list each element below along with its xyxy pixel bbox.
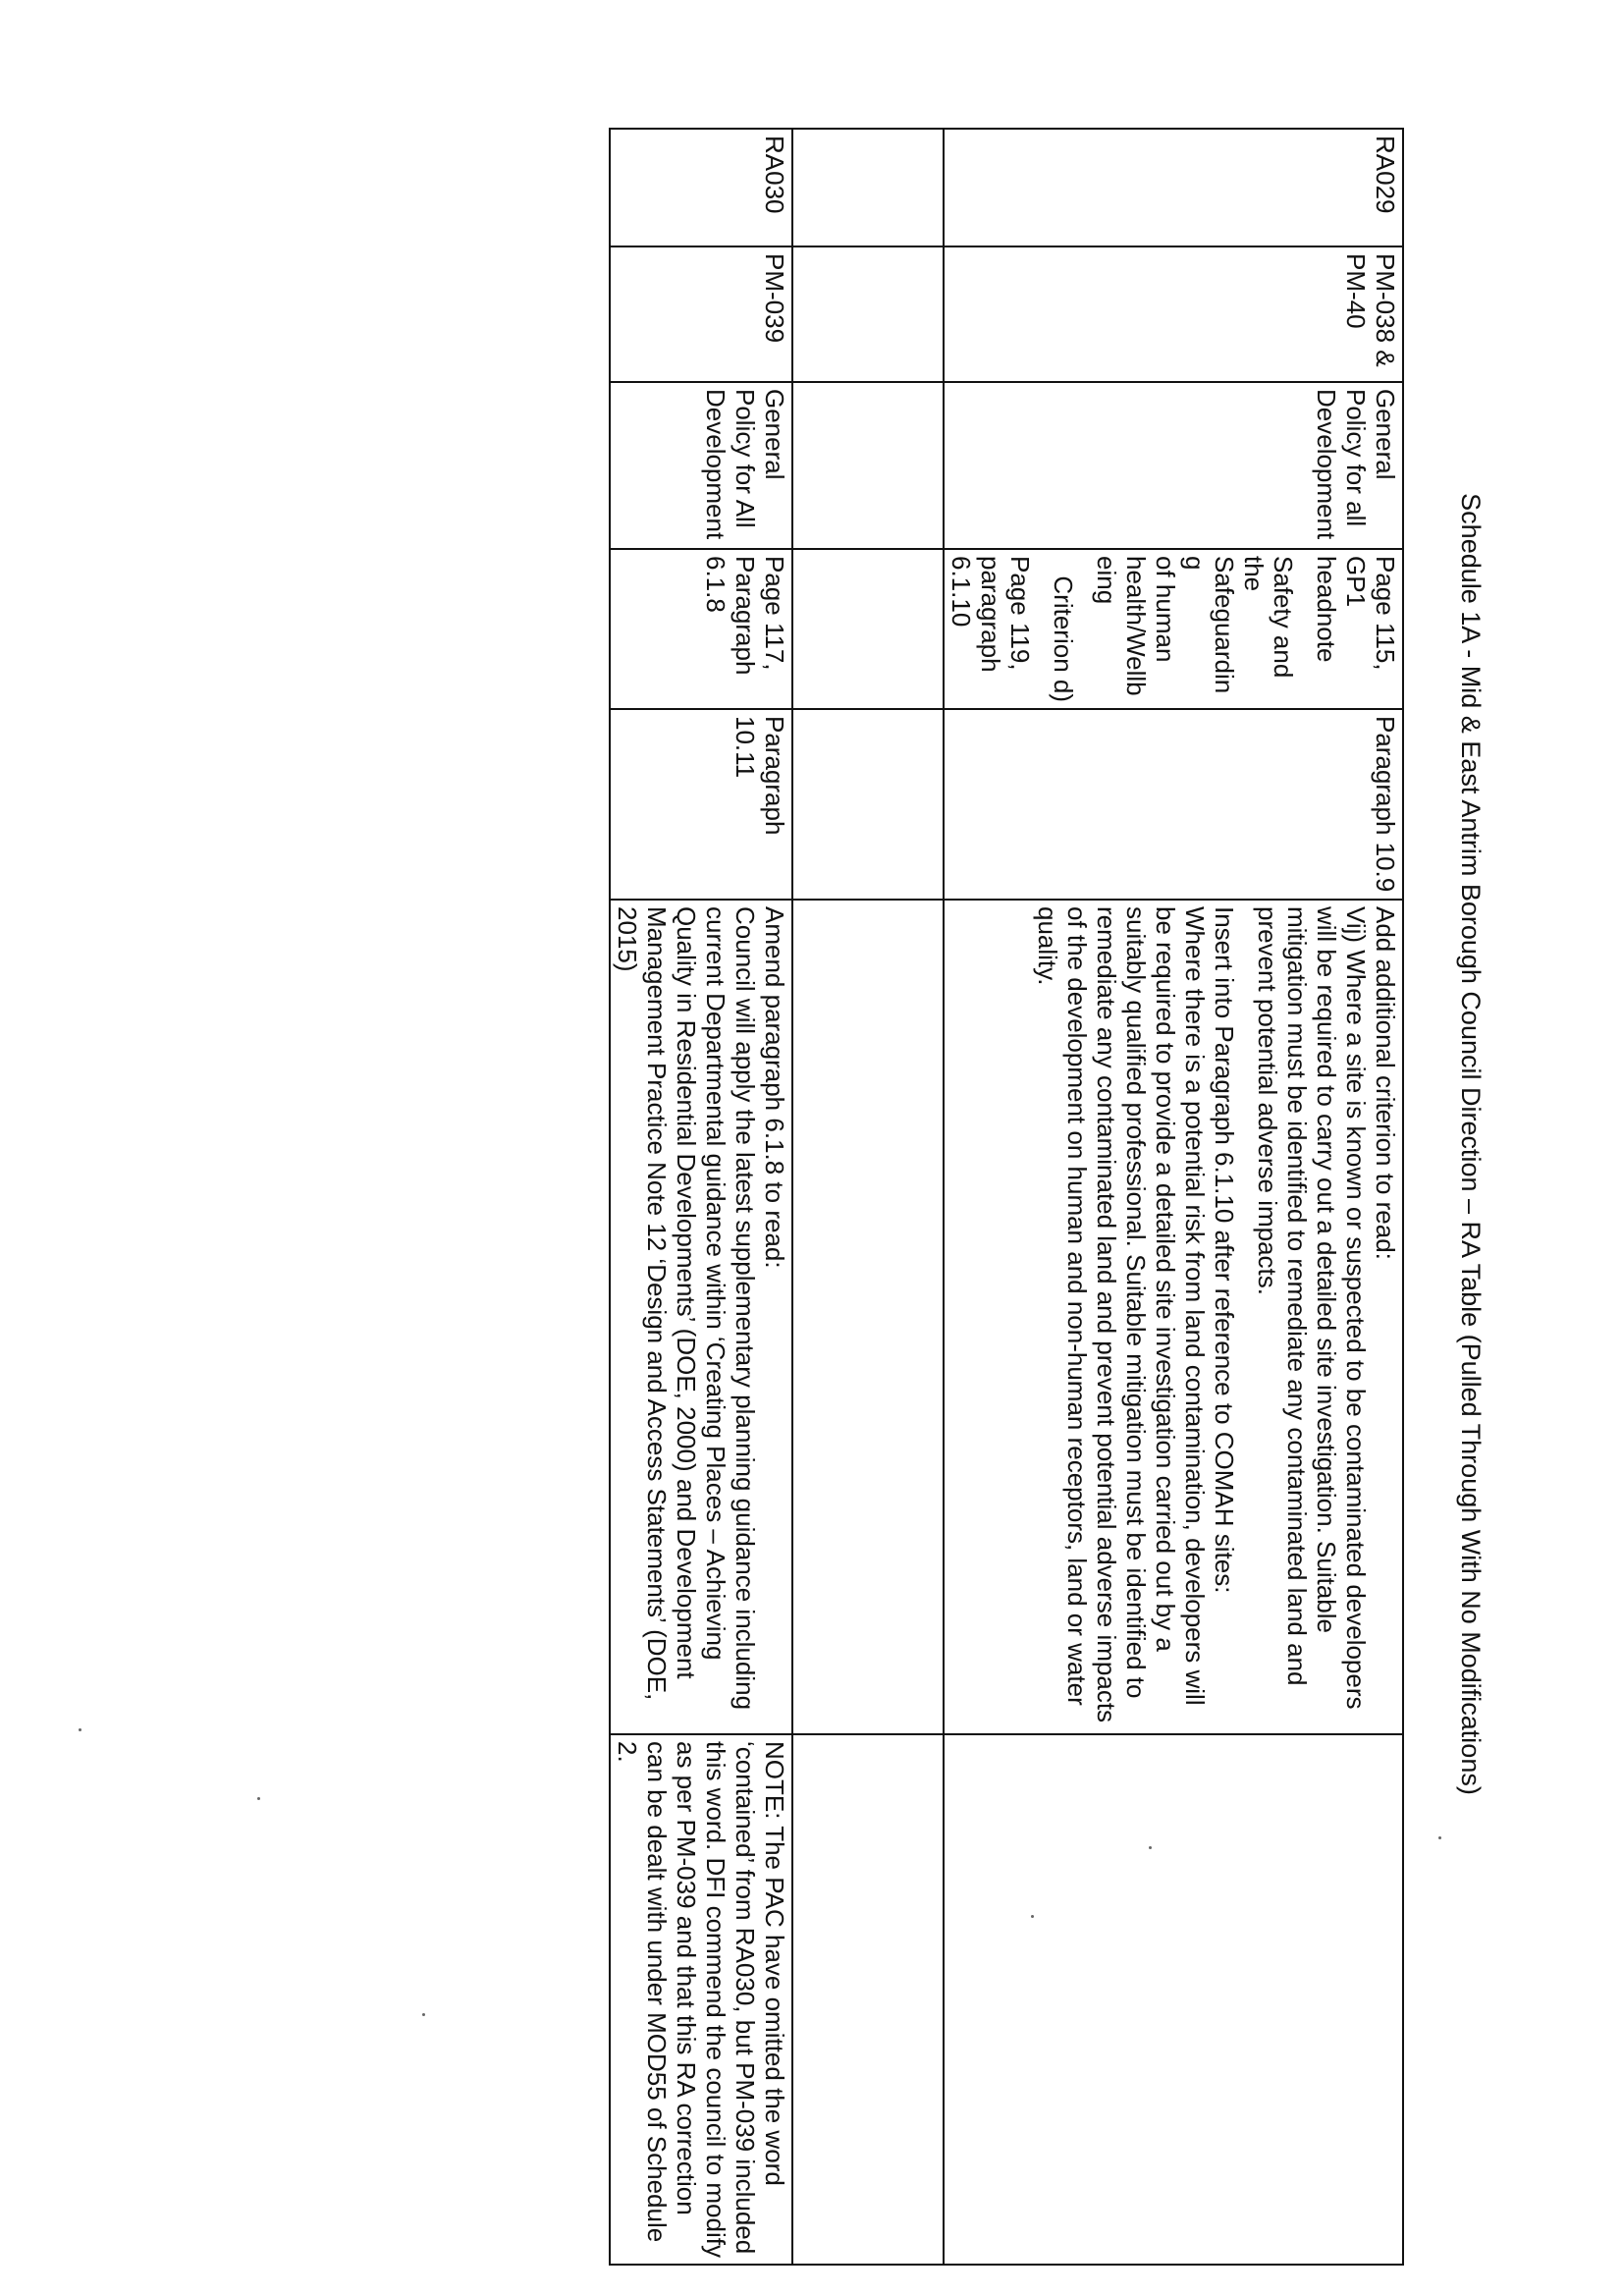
empty-cell — [792, 129, 944, 246]
page-title: Schedule 1A - Mid & East Antrim Borough Council Direction – RA Table (Pulled Through With No Modifications) — [1456, 493, 1486, 1795]
scan-speck — [422, 2013, 425, 2016]
location-line: Safety and the Safeguarding of human health/Wellb eing — [1092, 556, 1298, 696]
scan-speck — [1438, 1836, 1441, 1839]
policy-cell: General Policy for All Development — [610, 382, 792, 549]
scan-speck — [1031, 1915, 1034, 1918]
change-text: Council will apply the latest supplementary planning guidance including current Departmental guidance within ‘Creating Places – Achieving Quality in Residential Developments’ (DOE, 2000) and Development Management Practice Note 12 ‘Design and Access Statements’ (DOE, 2015) — [613, 906, 760, 1711]
scan-speck — [79, 1728, 81, 1731]
change-criterion: Vij) Where a site is known or suspected to be contaminated developers will be required to carry out a detailed site investigation. Suitable mitigation must be identified to remediate any contaminated land and prevent potential adverse impacts. — [1253, 906, 1371, 1710]
table-row — [792, 129, 944, 2265]
table-row — [944, 129, 1403, 2265]
location-line: Page 119, paragraph 6.1.10 — [947, 556, 1035, 673]
empty-cell — [792, 709, 944, 900]
policy-cell: General Policy for all Development — [944, 382, 1403, 549]
empty-cell — [792, 1734, 944, 2265]
scan-speck — [1149, 1846, 1152, 1849]
change-cell — [610, 900, 792, 1734]
change-cell — [944, 900, 1403, 1734]
paragraph-cell: Paragraph 10.9 — [944, 709, 1403, 900]
empty-cell — [792, 246, 944, 382]
location-cell: Page 117, Paragraph 6.1.8 — [610, 549, 792, 709]
empty-cell — [792, 549, 944, 709]
note-cell: NOTE: The PAC have omitted the word ‘contained’ from RA030, but PM-039 included this word. DFI commend the council to modify as per PM-039 and that this RA correction can be dealt with under MOD55 of Schedule 2. — [610, 1734, 792, 2265]
empty-cell — [792, 900, 944, 1734]
location-line: Criterion d) — [1049, 575, 1078, 702]
change-insert-intro: Insert into Paragraph 6.1.10 after reference to COMAH sites: — [1210, 906, 1239, 1594]
change-insert-text: Where there is a potential risk from land contamination, developers will be required to provide a detailed site investigation carried out by a suitably qualified professional. Suitable mitigation must be identified to remediate any contaminated land and prevent potential adverse impacts of the development on human and non-human receptors, land or water quality. — [1033, 906, 1210, 1723]
pm-ref-cell: PM-039 — [610, 246, 792, 382]
ra-ref-cell: RA030 — [610, 129, 792, 246]
table-row — [610, 129, 792, 2265]
location-cell — [944, 549, 1403, 709]
change-intro: Amend paragraph 6.1.8 to read: — [760, 906, 789, 1269]
ra-table — [609, 128, 1404, 2266]
rotated-page — [410, 39, 1490, 2258]
paragraph-cell: Paragraph 10.11 — [610, 709, 792, 900]
empty-cell — [792, 382, 944, 549]
change-intro: Add additional criterion to read: — [1371, 906, 1400, 1260]
ra-ref-cell: RA029 — [944, 129, 1403, 246]
pm-ref-cell: PM-038 & PM-40 — [944, 246, 1403, 382]
scan-speck — [257, 1797, 260, 1800]
note-cell — [944, 1734, 1403, 2265]
location-line: Page 115, GP1 headnote — [1312, 556, 1400, 671]
